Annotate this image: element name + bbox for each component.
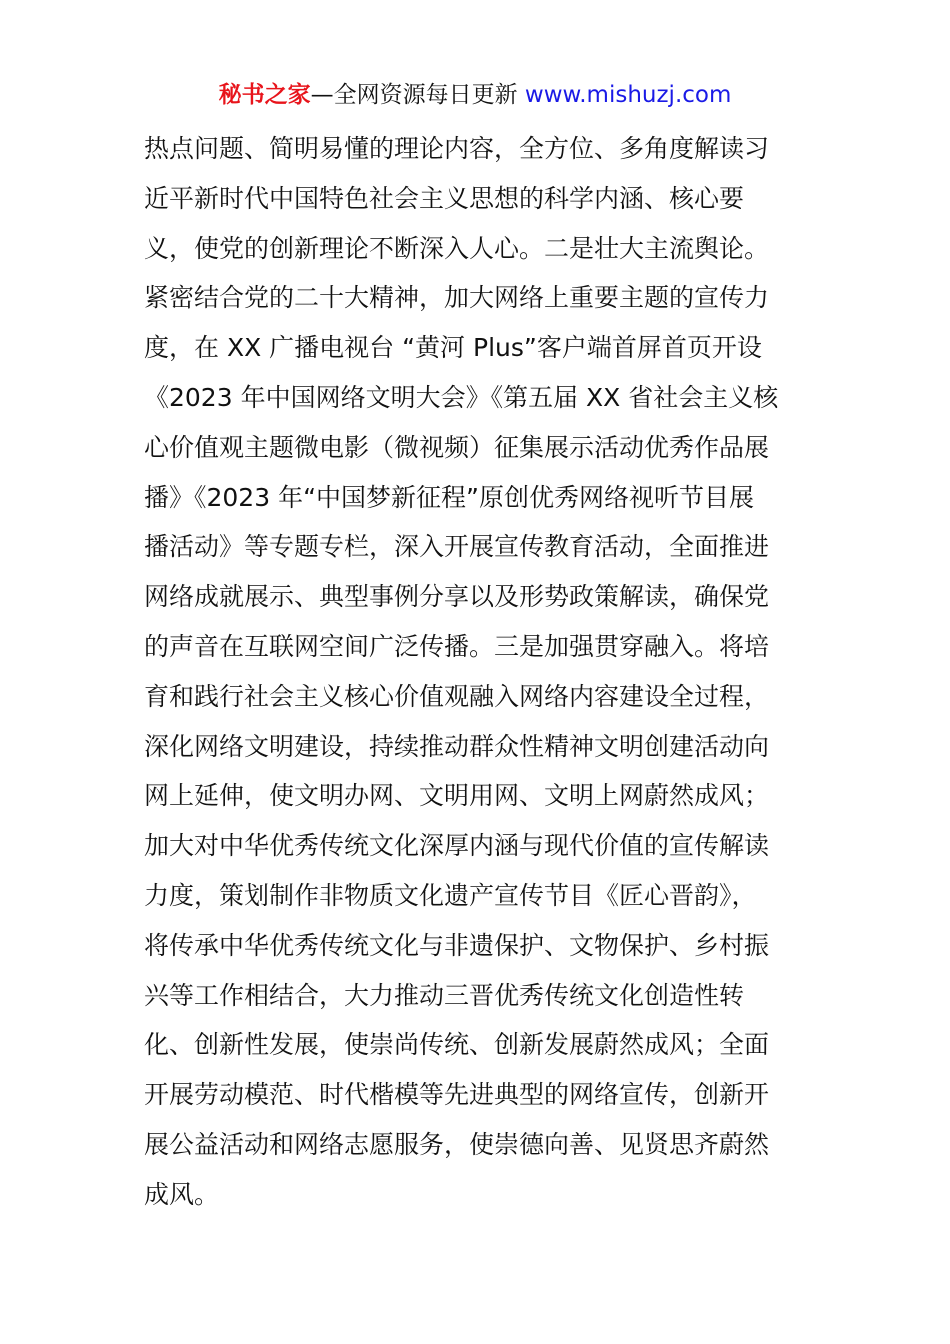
body-line: 近平新时代中国特色社会主义思想的科学内涵、核心要 bbox=[144, 183, 745, 213]
body-line: 开展劳动模范、时代楷模等先进典型的网络宣传，创新开 bbox=[144, 1080, 770, 1110]
body-line: 紧密结合党的二十大精神，加大网络上重要主题的宣传力 bbox=[144, 283, 770, 313]
body-line: 网络成就展示、典型事例分享以及形势政策解读，确保党 bbox=[144, 582, 770, 612]
body-line: 播》《2023 年“中国梦新征程”原创优秀网络视听节目展 bbox=[144, 482, 754, 512]
header-tagline: —全网资源每日更新 bbox=[310, 82, 518, 108]
body-line: 《2023 年中国网络文明大会》《第五届 XX 省社会主义核 bbox=[144, 382, 779, 412]
body-line: 力度，策划制作非物质文化遗产宣传节目《匠心晋韵》， bbox=[144, 880, 757, 910]
body-line: 热点问题、简明易懂的理论内容，全方位、多角度解读习 bbox=[144, 134, 770, 163]
body-line: 将传承中华优秀传统文化与非遗保护、文物保护、乡村振 bbox=[144, 930, 770, 960]
body-line: 义，使党的创新理论不断深入人心。二是壮大主流舆论。 bbox=[144, 233, 770, 263]
body-line: 心价值观主题微电影（微视频）征集展示活动优秀作品展 bbox=[144, 432, 770, 462]
body-line: 播活动》等专题专栏，深入开展宣传教育活动，全面推进 bbox=[144, 532, 770, 562]
body-line: 成风。 bbox=[144, 1179, 220, 1209]
document-body bbox=[144, 124, 824, 1220]
body-line: 深化网络文明建设，持续推动群众性精神文明创建活动向 bbox=[144, 731, 770, 761]
body-line: 育和践行社会主义核心价值观融入网络内容建设全过程， bbox=[144, 681, 770, 711]
page-header bbox=[0, 80, 950, 110]
site-url-link[interactable]: www.mishuzj.com bbox=[524, 82, 732, 108]
body-line: 化、创新性发展，使崇尚传统、创新发展蔚然成风；全面 bbox=[144, 1030, 770, 1060]
body-line: 的声音在互联网空间广泛传播。三是加强贯穿融入。将培 bbox=[144, 631, 770, 661]
body-line: 加大对中华优秀传统文化深厚内涵与现代价值的宣传解读 bbox=[144, 831, 770, 861]
brand-name: 秘书之家 bbox=[218, 82, 311, 108]
body-line: 度，在 XX 广播电视台 “黄河 Plus”客户端首屏首页开设 bbox=[144, 333, 762, 363]
body-line: 兴等工作相结合，大力推动三晋优秀传统文化创造性转 bbox=[144, 980, 745, 1010]
body-line: 展公益活动和网络志愿服务，使崇德向善、见贤思齐蔚然 bbox=[144, 1129, 770, 1159]
body-line: 网上延伸，使文明办网、文明用网、文明上网蔚然成风； bbox=[144, 781, 770, 811]
